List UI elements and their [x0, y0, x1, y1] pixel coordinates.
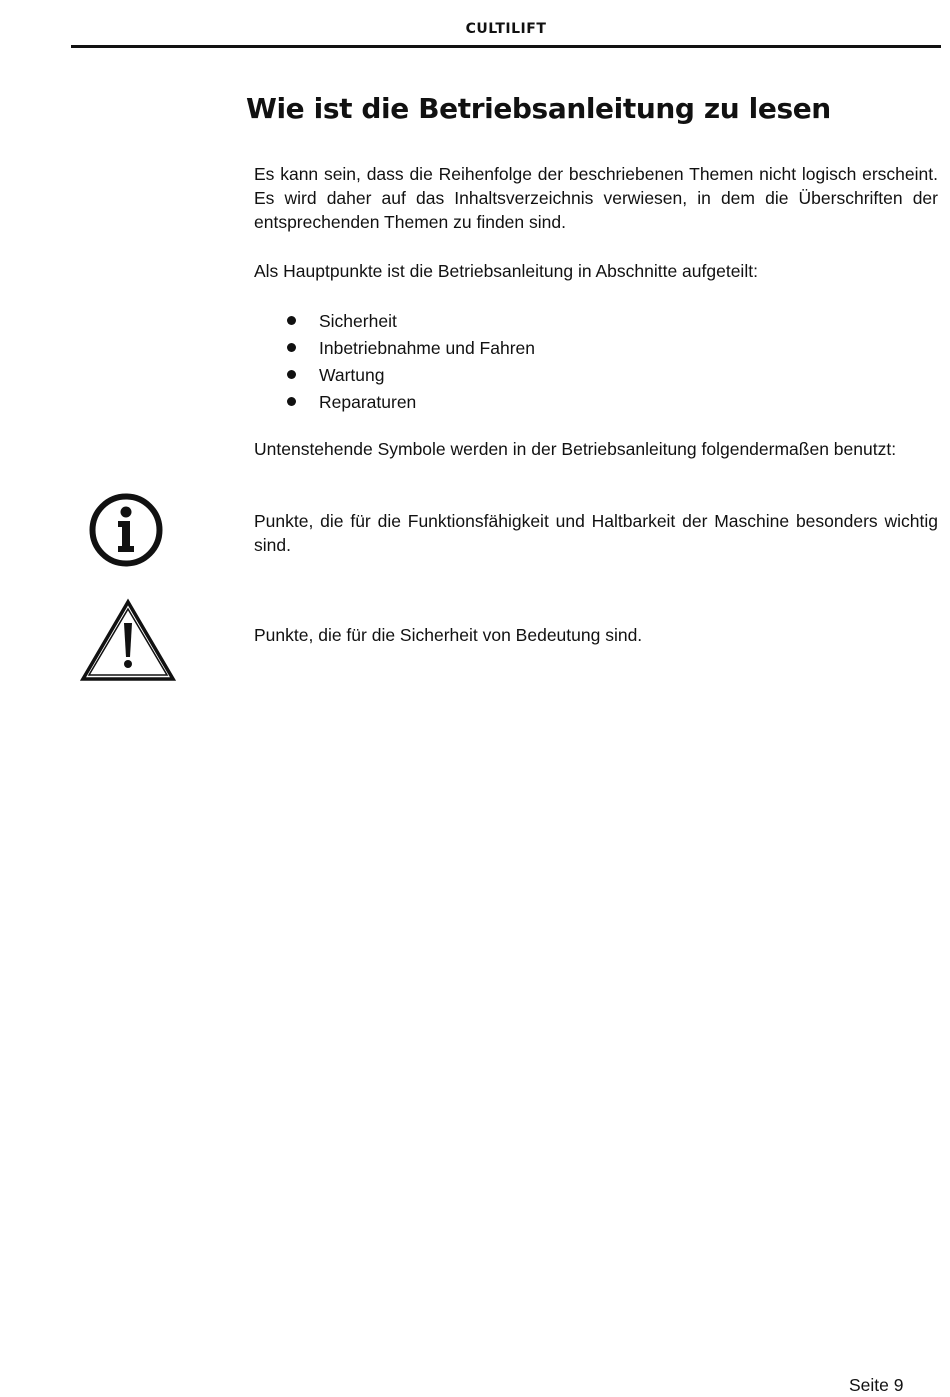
warning-symbol-description: Punkte, die für die Sicherheit von Bedeutung sind.: [254, 625, 643, 645]
header-divider: [71, 45, 941, 48]
list-item: [254, 363, 535, 390]
sections-intro: Als Hauptpunkte ist die Betriebsanleitung in Abschnitte aufgeteilt:: [254, 261, 758, 281]
page-heading: Wie ist die Betriebsanleitung zu lesen: [246, 92, 831, 125]
list-item: [254, 309, 535, 336]
bullet-icon: [287, 397, 296, 406]
sections-list: [254, 309, 535, 417]
list-item-label: Reparaturen: [319, 392, 417, 412]
list-item: [254, 336, 535, 363]
intro-paragraph: Es kann sein, dass die Reihenfolge der beschriebenen Themen nicht logisch erscheint. Es wird daher auf das Inhaltsverzeichnis verwiesen, in dem die Überschriften der entsprechenden Themen zu finden sind.: [254, 164, 938, 232]
symbols-intro: Untenstehende Symbole werden in der Betriebsanleitung folgendermaßen benutzt:: [254, 439, 897, 459]
list-item: [254, 390, 535, 417]
list-item-label: Inbetriebnahme und Fahren: [319, 338, 535, 358]
page-number: Seite 9: [849, 1375, 904, 1395]
bullet-icon: [287, 343, 296, 352]
document-header-title: CULTILIFT: [465, 21, 547, 37]
list-item-label: Sicherheit: [319, 311, 397, 331]
info-icon: [88, 492, 164, 568]
list-item-label: Wartung: [319, 365, 385, 385]
bullet-icon: [287, 316, 296, 325]
info-symbol-description: Punkte, die für die Funktionsfähigkeit und Haltbarkeit der Maschine besonders wichtig sind.: [254, 511, 938, 555]
bullet-icon: [287, 370, 296, 379]
warning-triangle-icon: [80, 598, 176, 684]
